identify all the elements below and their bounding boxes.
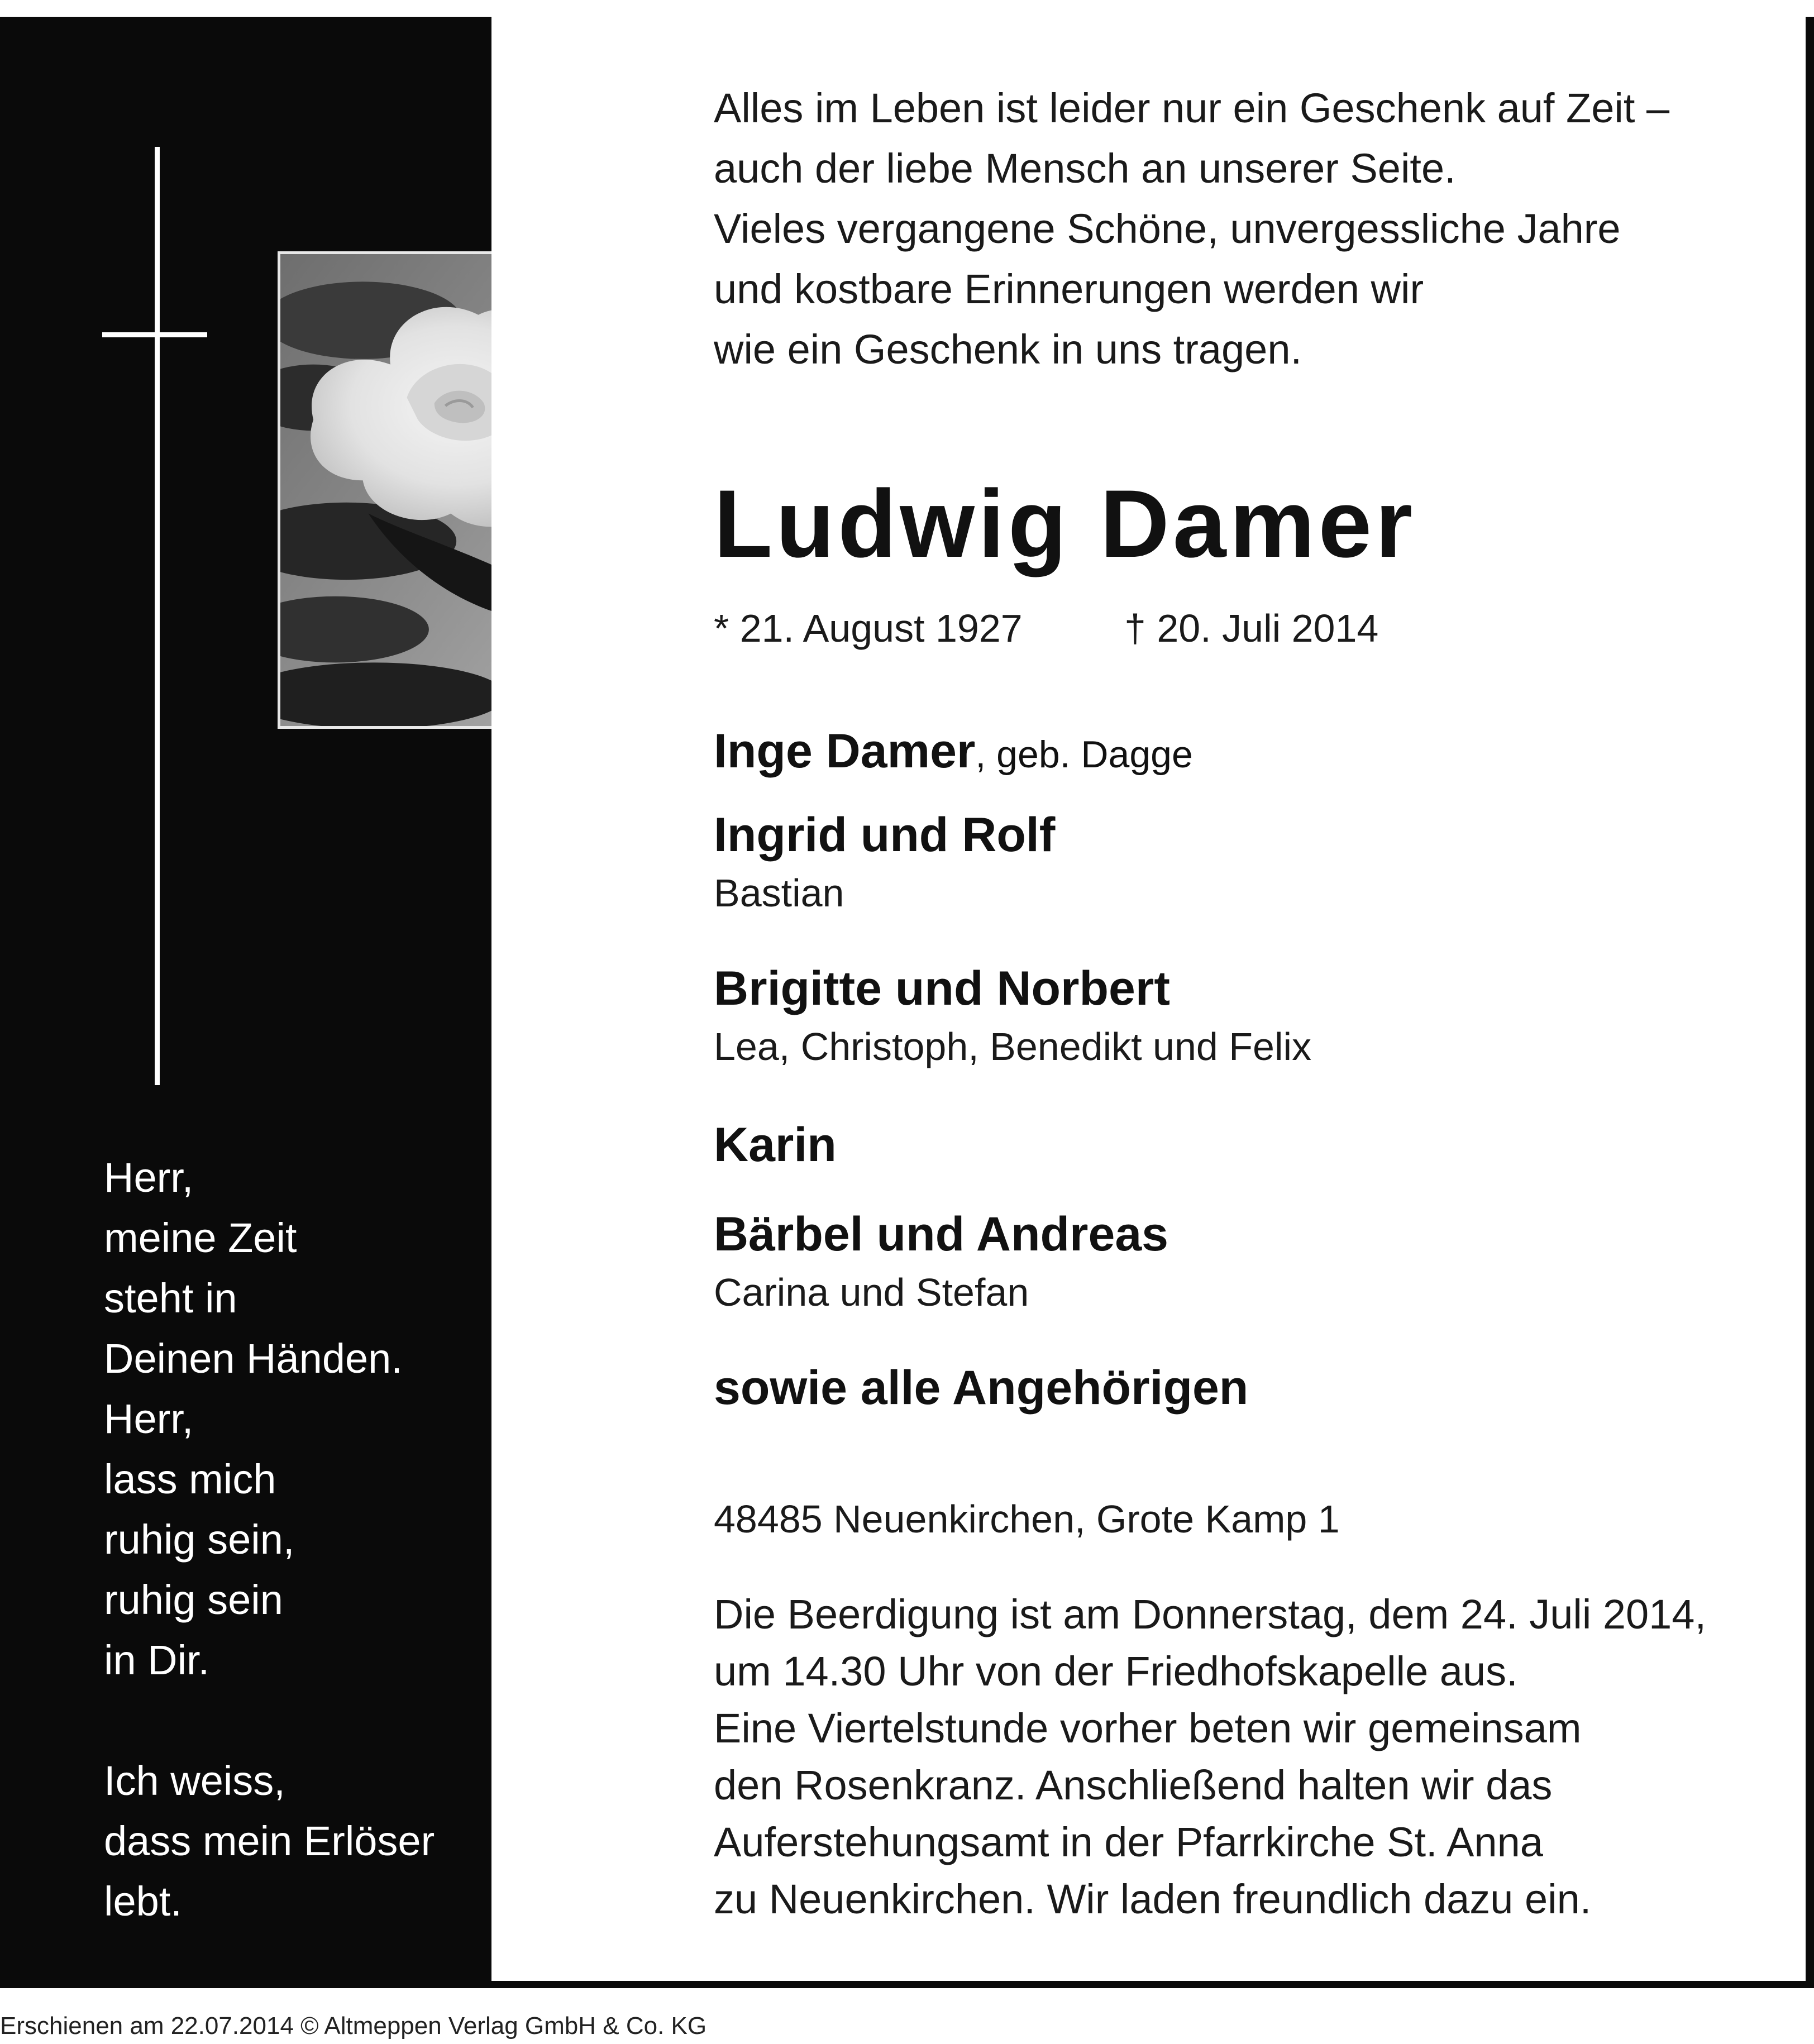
motto-line: Vieles vergangene Schöne, unvergessliche Jahre (714, 206, 1621, 252)
mourner-entry (714, 958, 1311, 1074)
mourner-name: sowie alle Angehörigen (714, 1361, 1249, 1415)
funeral-line: zu Neuenkirchen. Wir laden freundlich dazu ein. (714, 1876, 1592, 1922)
psalm-line: Herr, (104, 1396, 194, 1442)
mourner-children: Carina und Stefan (714, 1271, 1029, 1314)
motto-line: und kostbare Erinnerungen werden wir (714, 266, 1424, 312)
mourner-name: Karin (714, 1118, 837, 1172)
publication-footer: Erschienen am 22.07.2014 © Altmeppen Verlag GmbH & Co. KG (0, 2012, 707, 2040)
psalm-line: Deinen Händen. (104, 1335, 403, 1382)
funeral-notice (714, 1586, 1706, 1928)
motto-line: auch der liebe Mensch an unserer Seite. (714, 145, 1456, 192)
motto-line: Alles im Leben ist leider nur ein Geschenk auf Zeit – (714, 85, 1670, 131)
mourner-name: Bärbel und Andreas (714, 1207, 1168, 1261)
cross-icon-crossbar (102, 332, 207, 337)
motto-line: wie ein Geschenk in uns tragen. (714, 326, 1302, 372)
mourner-children: Lea, Christoph, Benedikt und Felix (714, 1025, 1312, 1068)
psalm-line: in Dir. (104, 1637, 210, 1683)
mourner-entry (714, 1357, 1248, 1419)
funeral-line: um 14.30 Uhr von der Friedhofskapelle aus. (714, 1648, 1518, 1694)
motto-verse (714, 78, 1669, 380)
funeral-line: den Rosenkranz. Anschließend halten wir das (714, 1762, 1553, 1808)
psalm-line: lass mich (104, 1456, 276, 1502)
mourner-name: Ingrid und Rolf (714, 808, 1056, 862)
psalm-line: meine Zeit (104, 1215, 297, 1261)
psalm-line: lebt. (104, 1878, 182, 1924)
psalm-line: Herr, (104, 1154, 194, 1201)
mourner-name-suffix: , geb. Dagge (975, 733, 1193, 776)
death-date: † 20. Juli 2014 (1124, 606, 1379, 650)
mourner-entry (714, 804, 1055, 920)
funeral-line: Auferstehungsamt in der Pfarrkirche St. Anna (714, 1819, 1543, 1865)
family-address: 48485 Neuenkirchen, Grote Kamp 1 (714, 1497, 1340, 1541)
mourner-entry (714, 1114, 837, 1176)
funeral-line: Eine Viertelstunde vorher beten wir gemeinsam (714, 1705, 1582, 1751)
psalm-line: Ich weiss, (104, 1758, 285, 1804)
mourner-children: Bastian (714, 871, 844, 915)
mourner-name-text: Inge Damer (714, 724, 976, 778)
psalm-line: ruhig sein, (104, 1516, 295, 1563)
funeral-line: Die Beerdigung ist am Donnerstag, dem 24. Juli 2014, (714, 1591, 1707, 1637)
mourner-name (714, 720, 1193, 785)
psalm-line: ruhig sein (104, 1577, 283, 1623)
birth-date: * 21. August 1927 (714, 606, 1023, 650)
life-dates (714, 600, 1379, 656)
psalm-stanza-gap (104, 1690, 484, 1751)
deceased-name: Ludwig Damer (714, 470, 1416, 577)
psalm-line: dass mein Erlöser (104, 1818, 435, 1864)
cross-icon (155, 147, 160, 1085)
mourner-name: Brigitte und Norbert (714, 962, 1170, 1015)
mourner-entry (714, 1204, 1168, 1320)
psalm-verse (104, 1148, 484, 1932)
psalm-line: steht in (104, 1275, 237, 1321)
mourner-entry (714, 720, 1193, 785)
